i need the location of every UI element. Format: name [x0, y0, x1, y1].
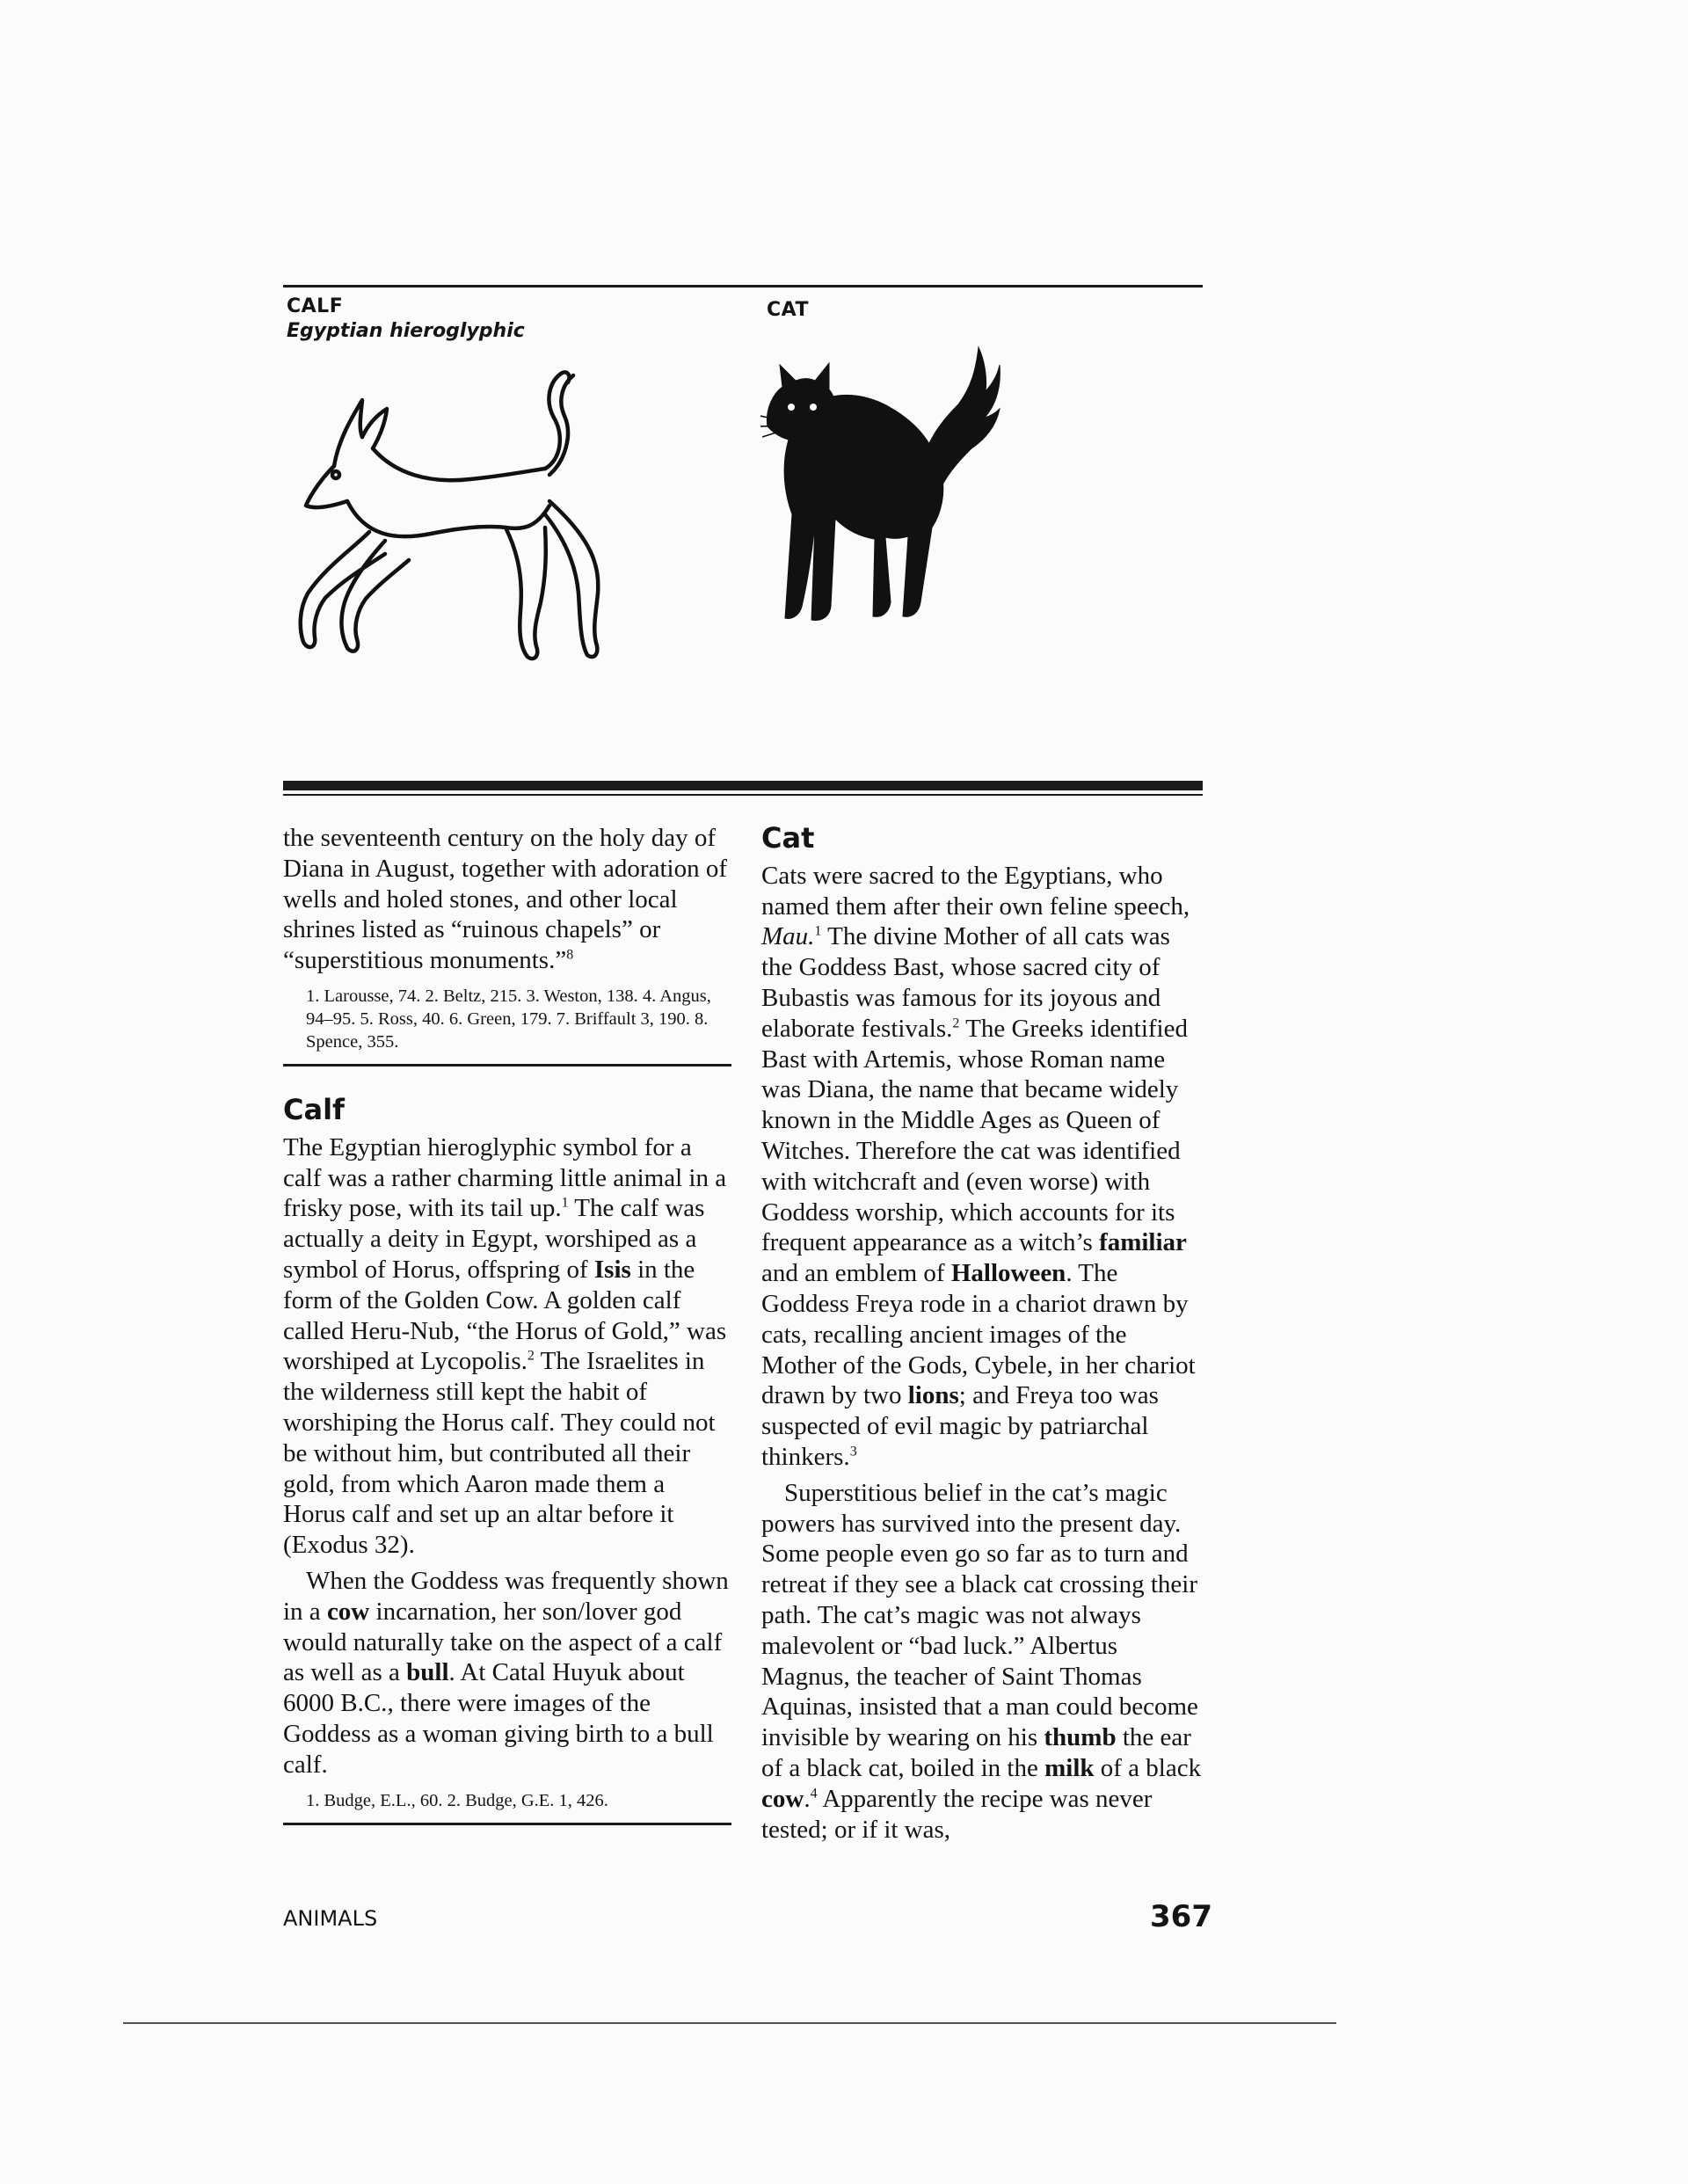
footnote-rule-2	[283, 1823, 731, 1825]
continuation-paragraph	[283, 823, 731, 976]
cow-crossref: cow	[326, 1597, 370, 1626]
isis-crossref: Isis	[593, 1255, 631, 1284]
cat-paragraph-1: Cats were sacred to the Egyptians, who named them after their own feline speech, Mau.$^1$ The divine Mother of all cats was the Goddess Bast, whose sacred city of Bubastis was famous for its joyous and elaborate festivals.$^2$ The Greeks identified Bast with Artemis, whose Roman name was Diana, the name that became widely known in the Middle Ages as Queen of Witches. Therefore the cat was identified with witchcraft and (even worse) with Goddess worship, which accounts for its frequent appearance as a witch’s familiar and an emblem of Halloween. The Goddess Freya rode in a chariot drawn by cats, recalling ancient images of the Mother of the Gods, Cybele, in her chariot drawn by two lions; and Freya too was suspected of evil magic by patriarchal thinkers.$^3$	[761, 861, 1196, 1471]
right-column	[761, 823, 1205, 1845]
calf-figure-label: CALF	[287, 295, 344, 317]
lions-crossref: lions	[907, 1381, 959, 1410]
footnotes-entry-2: 1. Budge, E.L., 60. 2. Budge, G.E. 1, 426.	[306, 1790, 608, 1810]
calf-hieroglyph-icon	[281, 330, 651, 673]
familiar-crossref: familiar	[1099, 1228, 1187, 1257]
continuation-text: the seventeenth century on the holy day of Diana in August, together with adoration of wells and holed stones, and other local shrines listed as “ruinous chapels” or “superstitious monuments.”	[283, 824, 727, 975]
bottom-scan-rule	[123, 2022, 1336, 2024]
figure-bottom-rule	[283, 781, 1203, 790]
bull-crossref: bull	[406, 1658, 449, 1687]
cat-paragraph-2: Superstitious belief in the cat’s magic powers has survived into the present day. Some people even go so far as to turn and retreat if they see a black cat crossing their path. The cat’s magic was not always malevolent or “bad luck.” Albertus Magnus, the teacher of Saint Thomas Aquinas, insisted that a man could become invisible by wearing on his thumb the ear of a black cat, boiled in the milk of a black cow.$^4$ Apparently the recipe was never tested; or if it was,	[761, 1478, 1202, 1844]
cat-section-title: Cat	[761, 821, 815, 855]
figure-bottom-rule-thin	[283, 794, 1203, 796]
milk-crossref: milk	[1044, 1753, 1095, 1782]
footnotes-entry-1: 1. Larousse, 74. 2. Beltz, 215. 3. Weston, 138. 4. Angus, 94–95. 5. Ross, 40. 6. Green, 179. 7. Briffault 3, 190. 8. Spence, 355.	[306, 986, 711, 1052]
cat-figure-label: CAT	[767, 299, 809, 321]
calf-paragraph-2: When the Goddess was frequently shown in a cow incarnation, her son/lover god would naturally take on the aspect of a calf as well as a bull. At Catal Huyuk about 6000 B.C., there were images of the Goddess as a woman giving birth to a bull calf.	[283, 1566, 729, 1779]
running-footer-section: ANIMALS	[283, 1906, 378, 1931]
left-column	[283, 823, 731, 1825]
calf-figure-subtitle: Egyptian hieroglyphic	[287, 320, 525, 342]
footnote-rule-1	[283, 1064, 731, 1067]
page-number: 367	[1150, 1899, 1212, 1934]
footnote-ref: 8	[566, 947, 574, 963]
halloween-crossref: Halloween	[950, 1259, 1066, 1288]
thumb-crossref: thumb	[1044, 1723, 1117, 1752]
cow-crossref-2: cow	[761, 1784, 804, 1813]
top-rule	[283, 285, 1203, 288]
calf-section-title: Calf	[283, 1092, 345, 1126]
black-cat-icon	[760, 339, 1015, 629]
calf-paragraph-1: The Egyptian hieroglyphic symbol for a calf was a rather charming little animal in a frisky pose, with its tail up.$^1$ The calf was actually a deity in Egypt, worshiped as a symbol of Horus, offspring of Isis in the form of the Golden Cow. A golden calf called Heru-Nub, “the Horus of Gold,” was worshiped at Lycopolis.$^2$ The Israelites in the wilderness still kept the habit of worshiping the Horus calf. They could not be without him, but contributed all their gold, from which Aaron made them a Horus calf and set up an altar before it (Exodus 32).	[283, 1132, 727, 1560]
